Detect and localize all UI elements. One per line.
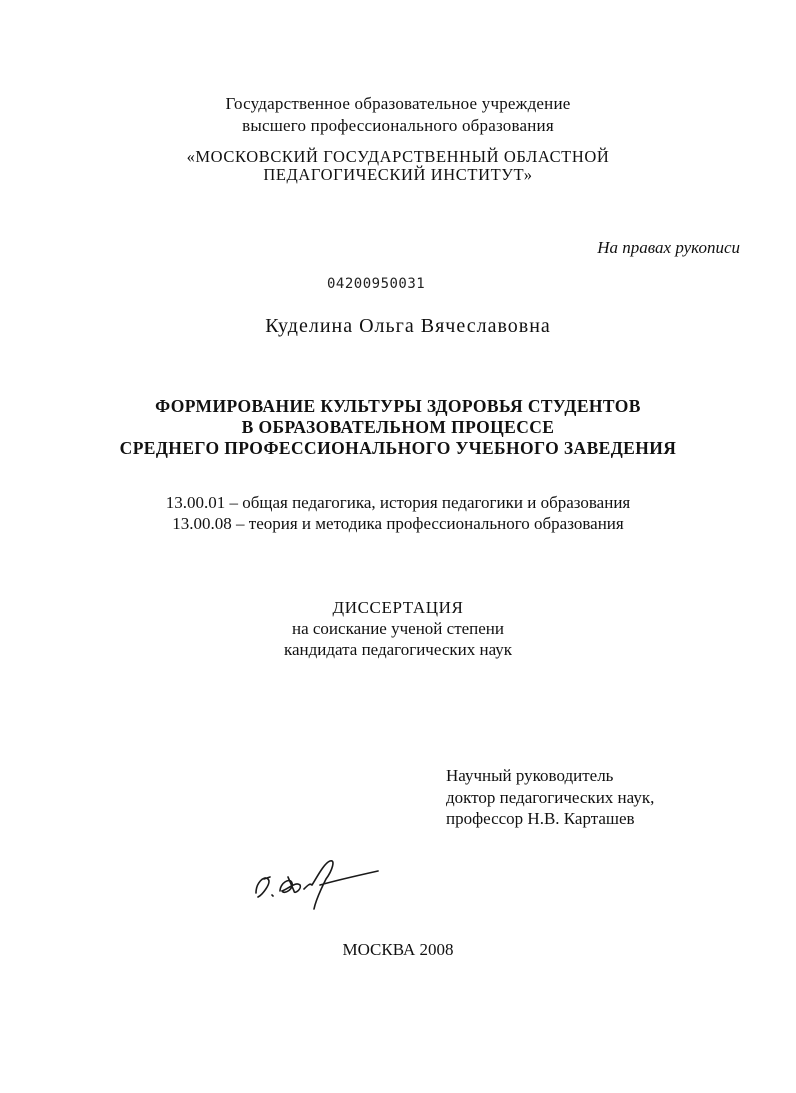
institution-line-2: высшего профессионального образования xyxy=(242,116,554,135)
advisor-line-3: профессор Н.В. Карташев xyxy=(446,809,635,828)
author-name: Куделина Ольга Вячеславовна xyxy=(265,315,551,337)
advisor-line-1: Научный руководитель xyxy=(446,766,614,785)
degree-line-1: на соискание ученой степени xyxy=(291,619,505,638)
advisor-line-2: доктор педагогических наук, xyxy=(446,788,655,807)
city-year: МОСКВА 2008 xyxy=(342,940,454,959)
specialty-line-2: 13.00.08 – теория и методика профессионального образования xyxy=(172,514,624,533)
institution-line-1: Государственное образовательное учреждение xyxy=(225,94,571,113)
title-line-1: ФОРМИРОВАНИЕ КУЛЬТУРЫ ЗДОРОВЬЯ СТУДЕНТОВ xyxy=(155,396,641,416)
manuscript-rights-note: На правах рукописи xyxy=(597,238,740,257)
specialty-line-1: 13.00.01 – общая педагогика, история педагогики и образования xyxy=(165,493,631,512)
handwritten-signature xyxy=(250,855,390,915)
dissertation-label: ДИССЕРТАЦИЯ xyxy=(332,598,464,617)
title-line-3: СРЕДНЕГО ПРОФЕССИОНАЛЬНОГО УЧЕБНОГО ЗАВЕДЕНИЯ xyxy=(119,438,677,458)
degree-line-2: кандидата педагогических наук xyxy=(283,640,513,659)
institution-name-line-2: ПЕДАГОГИЧЕСКИЙ ИНСТИТУТ» xyxy=(263,165,533,184)
title-line-2: В ОБРАЗОВАТЕЛЬНОМ ПРОЦЕССЕ xyxy=(241,417,555,437)
registration-code: 04200950031 xyxy=(327,276,426,292)
institution-name-line-1: «МОСКОВСКИЙ ГОСУДАРСТВЕННЫЙ ОБЛАСТНОЙ xyxy=(186,147,610,166)
